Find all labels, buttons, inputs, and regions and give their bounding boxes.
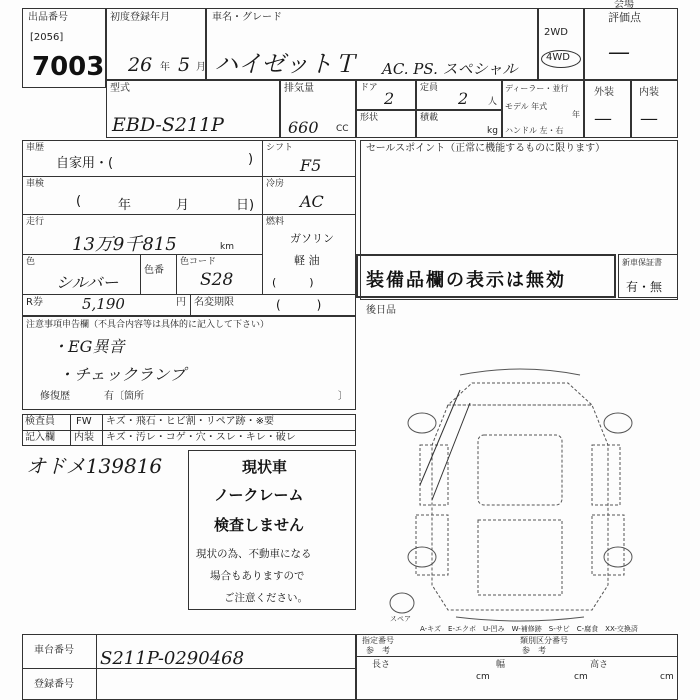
doors-value: 2 [384, 89, 395, 108]
drive-4wd: 4WD [546, 52, 570, 63]
model-name: ハイゼットＴ [214, 50, 357, 78]
shape-label: 形状 [360, 113, 379, 123]
inspection-row2: キズ・汚レ・コゲ・穴・スレ・キレ・破レ [106, 432, 296, 443]
inspection-divider-1 [70, 414, 71, 446]
wheel-rear-right [604, 547, 632, 567]
stamp-line3: 検査しません [214, 516, 305, 534]
repair-close: 〕 [338, 391, 348, 402]
rule-2 [22, 214, 356, 215]
color-code-divider [176, 254, 177, 294]
equipment-notice: 装備品欄の表示は無効 [366, 270, 566, 291]
type-value: EBD-S211P [112, 114, 224, 136]
chassis-value: S211P-0290468 [100, 648, 245, 669]
repair-label: 修復歴 [40, 391, 70, 402]
color-divider [140, 254, 141, 294]
month-unit: 月 [196, 62, 206, 73]
stamp-line1: 現状車 [242, 458, 288, 476]
color-value: シルバー [56, 273, 119, 292]
rule-4 [22, 294, 356, 295]
year-unit: 年 [160, 62, 170, 73]
kg-unit: kg [487, 126, 498, 136]
doors-label: ドア [360, 83, 378, 93]
interior-row-label: 内装 [74, 432, 94, 443]
stamp-line5: 場合もありますので [210, 570, 305, 582]
fuel-gas: ガソリン [290, 232, 334, 245]
notes-line1: ・EG異音 [52, 337, 125, 356]
length-label: 長さ [372, 660, 391, 670]
yen-unit: 円 [176, 297, 186, 308]
stamp-line6: ご注意ください。 [224, 592, 308, 604]
inspection-row1: キズ・飛石・ヒビ割・リペア跡・※要 [106, 416, 274, 427]
car-right-door [592, 445, 620, 505]
wheel-spare [390, 593, 414, 613]
first-reg-month: 5 [178, 54, 191, 76]
notes-line2: ・チェックランプ [58, 365, 186, 384]
sales-label: セールスポイント（正常に機能するものに限ります） [366, 143, 606, 154]
diagram-legend: A-キズ E-エクボ U-凹み W-補修跡 S-サビ C-腐食 XX-交換済 [420, 625, 638, 633]
wheel-front-right [604, 413, 632, 433]
dealer-label: ディーラー・並行 [505, 84, 569, 93]
scratch-mark-1 [420, 390, 460, 485]
grade: AC. PS. スペシャル [382, 60, 518, 78]
height-unit: cm [660, 672, 674, 682]
ref-rule [356, 656, 678, 657]
details-divider [262, 140, 263, 294]
model-label: 車名・グレード [212, 12, 282, 23]
inspection-label: 車検 [26, 179, 45, 189]
fuel-diesel: 軽 油 [294, 254, 320, 267]
shift-label: シフト [266, 143, 294, 153]
car-body-outline [432, 405, 608, 610]
color-no-label: 色番 [144, 265, 164, 276]
color-code-value: S28 [200, 270, 234, 290]
insp-paren-open: ( [76, 194, 82, 209]
color-label: 色 [26, 257, 36, 267]
class-label: 類別区分番号 [520, 636, 568, 645]
first-reg-label: 初度登録年月 [110, 12, 170, 23]
ref2-label: 参 考 [522, 646, 546, 655]
inspector-label: 検査員 [25, 416, 55, 427]
name-change-label: 名変期限 [194, 297, 234, 308]
fuel-label: 燃料 [266, 217, 285, 227]
corner-text: 会場 [614, 0, 634, 10]
type-label: 型式 [110, 83, 130, 94]
rear-seat-label: 後日品 [366, 305, 396, 316]
ac-label: 冷房 [266, 179, 285, 189]
reg-label: 登録番号 [34, 679, 74, 690]
ref-label: 参 考 [366, 646, 390, 655]
interior-value: — [640, 108, 658, 129]
ref-box [356, 634, 678, 700]
capacity-value: 2 [458, 89, 469, 108]
insp-month: 月 [176, 198, 190, 213]
fw-label: FW [76, 416, 92, 427]
recycle-label: R券 [26, 297, 43, 308]
chassis-label: 車台番号 [34, 645, 74, 656]
car-cabin [478, 435, 562, 505]
mileage-label: 走行 [26, 217, 45, 227]
model-year-nen: 年 [572, 110, 580, 119]
height-label: 高さ [590, 660, 609, 670]
inspection-rule [22, 430, 356, 431]
rule-1 [22, 176, 356, 177]
insp-year: 年 [118, 198, 132, 213]
width-unit: cm [574, 672, 588, 682]
color-code-label: 色コード [180, 257, 217, 267]
interior-label: 内装 [639, 87, 659, 98]
wheel-front-left [408, 413, 436, 433]
usage-value: 自家用・( [56, 156, 114, 171]
writer-label: 記入欄 [25, 432, 55, 443]
fuel-paren: ( ) [272, 276, 314, 289]
car-hood [448, 383, 592, 405]
wheel-rear-left [408, 547, 436, 567]
stamp-line2: ノークレーム [214, 486, 304, 504]
capacity-label: 定員 [420, 83, 439, 93]
usage-close: ) [248, 152, 254, 167]
length-unit: cm [476, 672, 490, 682]
exterior-value: — [594, 108, 612, 129]
model-year-label: モデル 年式 [505, 102, 548, 111]
stamp-line4: 現状の為、不動車になる [196, 548, 312, 560]
footer-divider [96, 634, 97, 700]
recycle-divider [190, 294, 191, 316]
displacement-value: 660 [288, 118, 319, 137]
exterior-label: 外装 [594, 87, 614, 98]
first-reg-year: 26 [128, 54, 153, 76]
notes-label: 注意事項申告欄（不具合内容等は具体的に記入して下さい） [26, 320, 270, 330]
drive-2wd: 2WD [544, 27, 568, 38]
repair-value: 有〔箇所 [104, 391, 144, 402]
name-change-value: ( ) [276, 298, 322, 312]
warranty-value: 有・無 [626, 280, 663, 294]
car-bed [478, 520, 562, 595]
lot-code: [2056] [30, 32, 64, 43]
fixed-label: 指定番号 [362, 636, 394, 645]
shift-value: F5 [300, 156, 322, 175]
lot-number: 7003 [32, 52, 105, 82]
warranty-label: 新車保証書 [622, 258, 662, 267]
ac-value: AC [300, 192, 324, 211]
spare-label: スペア [390, 615, 411, 623]
lot-label: 出品番号 [28, 12, 68, 23]
rating-label: 評価点 [608, 11, 641, 24]
load-label: 積載 [420, 113, 439, 123]
inspection-divider-2 [102, 414, 103, 446]
drive-box [538, 8, 584, 80]
scratch-mark-2 [432, 403, 470, 500]
rear-bumper [456, 617, 584, 621]
recycle-value: 5,190 [82, 295, 125, 313]
insp-day: 日) [236, 198, 255, 213]
usage-label: 車歴 [26, 143, 45, 153]
rating-value: — [608, 40, 630, 65]
width-label: 幅 [496, 660, 506, 670]
car-damage-diagram [360, 355, 680, 625]
cc-unit: CC [336, 124, 349, 134]
mileage-value: 13万9千815 [72, 234, 177, 255]
handle-label: ハンドル 左・右 [505, 126, 564, 135]
displacement-label: 排気量 [284, 83, 314, 94]
front-bumper [460, 369, 580, 375]
inspection-note: オドメ139816 [26, 454, 163, 478]
rule-3 [22, 254, 262, 255]
km-unit: km [220, 242, 234, 252]
person-unit: 人 [488, 97, 498, 107]
